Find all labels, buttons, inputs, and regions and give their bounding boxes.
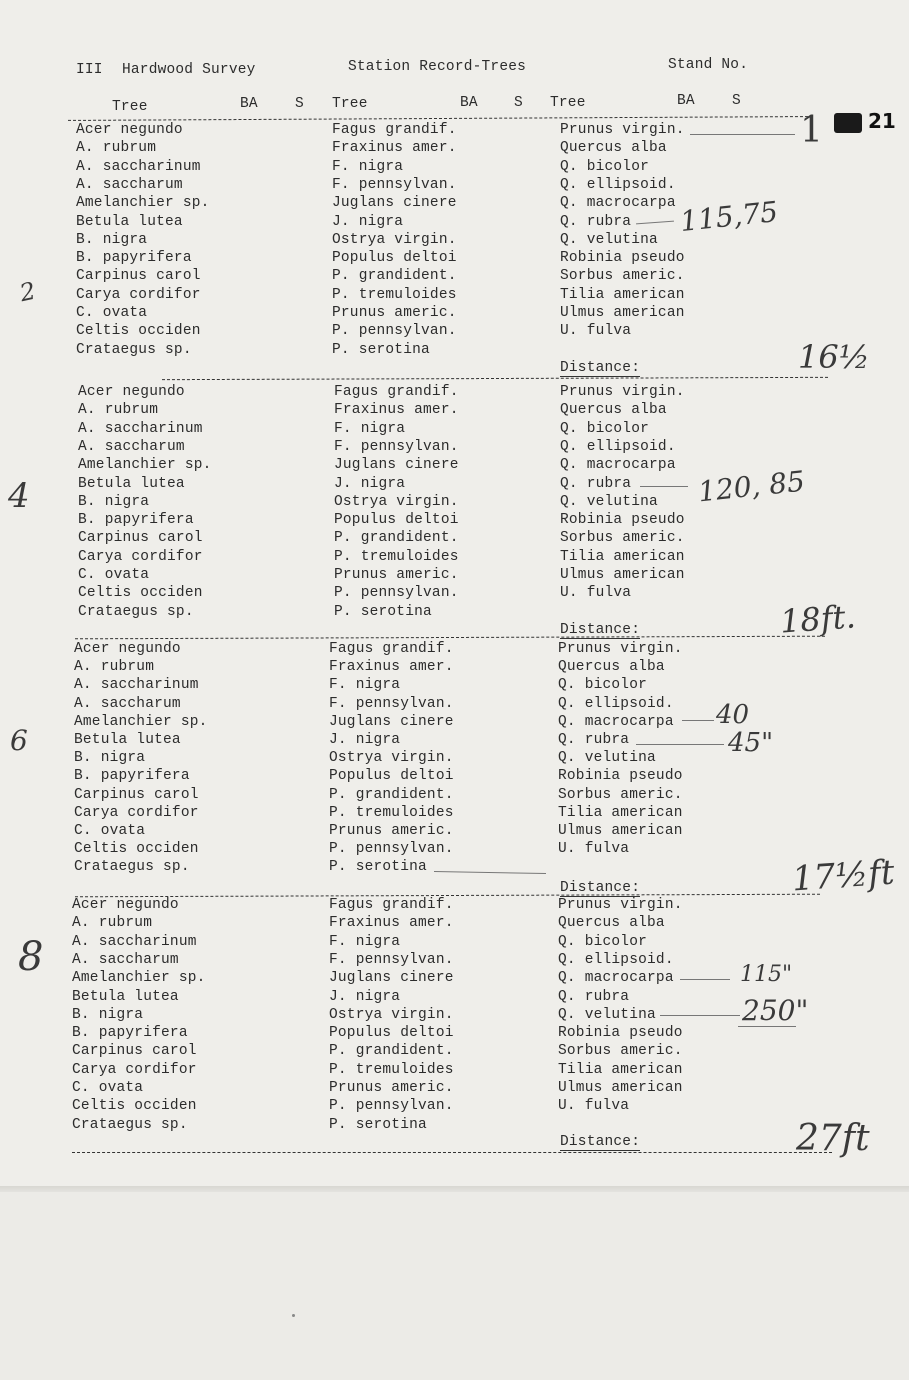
distance-underline [560,1150,640,1151]
species-entry: P. serotina [329,859,427,876]
species-entry: J. nigra [329,732,401,748]
species-entry: B. nigra [74,750,146,767]
species-entry: A. rubrum [74,659,155,676]
species-entry: P. pennsylvan. [329,841,454,858]
species-entry: P. tremuloides [334,548,459,565]
species-entry: Betula lutea [78,475,185,492]
species-entry: Robinia pseudo [560,512,685,529]
species-entry: Crataegus sp. [72,1116,188,1133]
species-entry: Carya cordifor [74,804,199,821]
species-entry: Celtis occiden [72,1098,197,1115]
survey-title: Hardwood Survey [122,62,256,78]
species-entry: Fagus grandif. [329,897,454,913]
species-entry: Crataegus sp. [76,341,192,358]
tally-line-5 [636,744,724,745]
species-entry: Amelanchier sp. [72,970,206,987]
species-entry: Amelanchier sp. [78,457,212,474]
species-entry: Tilia american [560,286,685,303]
species-entry: Celtis occiden [74,841,199,858]
species-entry: P. serotina [334,603,432,620]
species-entry: F. pennsylvan. [329,951,454,968]
species-entry: Populus deltoi [332,250,457,267]
species-entry: P. serotina [329,1116,427,1133]
species-entry: Carpinus carol [78,530,203,547]
species-entry: P. grandident. [329,786,454,803]
species-entry: Prunus americ. [334,567,459,583]
species-entry: F. nigra [329,933,401,950]
species-entry: Sorbus americ. [560,530,685,547]
species-entry: F. nigra [329,677,401,694]
species-entry: Juglans cinere [329,713,454,730]
species-entry: J. nigra [329,988,401,1005]
species-entry: Quercus alba [558,915,665,932]
species-entry: Populus deltoi [329,1025,454,1042]
species-entry: Celtis occiden [76,323,201,340]
section-number: III [76,62,103,78]
species-entry: Acer negundo [72,897,179,913]
species-entry: Q. velutina [558,750,656,767]
distance-note-3: 17½ft [790,852,896,900]
species-entry: P. grandident. [334,530,459,547]
species-entry: C. ovata [76,305,148,321]
margin-note-section-2: 4 [8,476,30,516]
species-entry: Robinia pseudo [558,768,683,785]
species-entry: Robinia pseudo [558,1025,683,1042]
paper-speck [292,1314,295,1317]
species-entry: Q. macrocarpa [560,457,676,474]
species-entry: Quercus alba [560,402,667,419]
distance-underline [560,638,640,639]
species-entry: Q. ellipsoid. [558,951,674,968]
species-entry: Q. macrocarpa [558,970,674,987]
species-entry: Q. velutina [560,493,658,510]
species-entry: Robinia pseudo [560,250,685,267]
col2-ba-header: BA [460,95,478,111]
distance-note-2: 18ft. [778,597,857,641]
species-entry: Q. bicolor [558,677,648,694]
col1-tree-header: Tree [112,99,148,115]
species-entry: Betula lutea [72,988,179,1005]
species-entry: A. rubrum [72,915,153,932]
species-entry: P. pennsylvan. [332,323,457,340]
species-entry: P. pennsylvan. [334,585,459,602]
stand-stamp: 21 [868,109,896,133]
species-entry: P. grandident. [332,268,457,285]
ba-note-3a: 40 [716,700,750,730]
species-entry: Ulmus american [560,567,685,583]
species-entry: Populus deltoi [329,768,454,785]
distance-label: Distance: [560,880,641,896]
species-entry: Acer negundo [74,641,181,657]
species-entry: Amelanchier sp. [76,195,210,212]
species-entry: A. saccharum [74,695,181,712]
species-entry: Q. ellipsoid. [560,438,676,455]
margin-note-section-3: 6 [10,724,28,757]
species-entry: A. saccharinum [72,933,197,950]
species-entry: Q. macrocarpa [560,195,676,212]
species-entry: B. papyrifera [76,250,192,267]
species-entry: P. grandident. [329,1043,454,1060]
distance-label: Distance: [560,1134,641,1150]
species-entry: Ostrya virgin. [329,1006,454,1023]
species-entry: Ulmus american [558,1080,683,1096]
species-entry: Acer negundo [78,384,185,400]
footer-divider [72,1152,832,1153]
species-entry: P. pennsylvan. [329,1098,454,1115]
species-entry: A. saccharinum [78,420,203,437]
species-entry: A. saccharinum [74,677,199,694]
species-entry: Sorbus americ. [558,1043,683,1060]
species-entry: B. papyrifera [72,1025,188,1042]
species-entry: Q. ellipsoid. [558,695,674,712]
ba-note-4b: 250" [742,994,809,1027]
species-entry: Fagus grandif. [329,641,454,657]
species-entry: Prunus virgin. [560,384,685,400]
species-entry: Prunus virgin. [558,641,683,657]
species-entry: C. ovata [78,567,150,583]
species-entry: Crataegus sp. [74,859,190,876]
distance-note-4: 27ft [796,1118,870,1159]
species-entry: C. ovata [72,1080,144,1096]
ba-note-4a: 115" [740,962,793,987]
species-entry: Carya cordifor [72,1061,197,1078]
col3-s-header: S [732,93,741,109]
distance-underline [560,376,640,377]
species-entry: Q. bicolor [558,933,648,950]
species-entry: A. saccharinum [76,158,201,175]
species-entry: Fagus grandif. [334,384,459,400]
species-entry: F. nigra [334,420,406,437]
species-entry: Betula lutea [74,732,181,748]
species-entry: Crataegus sp. [78,603,194,620]
species-entry: Carya cordifor [78,548,203,565]
tally-line-1 [690,134,795,135]
col2-tree-header: Tree [332,96,368,112]
species-entry: Prunus americ. [332,305,457,321]
species-entry: Ostrya virgin. [334,493,459,510]
ba-note-3b: 45" [728,728,774,758]
species-entry: Carya cordifor [76,286,201,303]
tally-line-8 [660,1015,740,1016]
species-entry: P. tremuloides [332,286,457,303]
species-entry: B. papyrifera [74,768,190,785]
species-entry: J. nigra [334,475,406,492]
species-entry: U. fulva [558,1098,630,1115]
species-entry: Acer negundo [76,122,183,138]
species-entry: Tilia american [558,1061,683,1078]
backing-sheet [0,1192,909,1380]
col3-ba-header: BA [677,93,695,109]
species-entry: Ostrya virgin. [332,231,457,248]
species-entry: Q. rubra [558,988,630,1005]
stand-number-label: Stand No. [668,57,749,73]
species-entry: Carpinus carol [72,1043,197,1060]
species-entry: Q. velutina [560,231,658,248]
species-entry: Juglans cinere [329,970,454,987]
species-entry: Prunus virgin. [560,122,685,138]
distance-label: Distance: [560,622,641,638]
tally-line-3 [640,486,688,487]
species-entry: Prunus virgin. [558,897,683,913]
species-entry: J. nigra [332,213,404,230]
species-entry: B. papyrifera [78,512,194,529]
ba-note-1b: 115,75 [678,194,780,239]
species-entry: B. nigra [72,1006,144,1023]
species-entry: Carpinus carol [74,786,199,803]
species-entry: B. nigra [78,493,150,510]
species-entry: Fagus grandif. [332,122,457,138]
species-entry: Prunus americ. [329,823,454,839]
species-entry: F. pennsylvan. [329,695,454,712]
species-entry: Ostrya virgin. [329,750,454,767]
species-entry: Ulmus american [560,305,685,321]
col3-tree-header: Tree [550,95,586,111]
margin-note-section-4: 8 [18,934,44,980]
species-entry: F. pennsylvan. [334,438,459,455]
species-entry: U. fulva [560,585,632,602]
distance-note-1: 16½ [798,338,870,376]
species-entry: P. tremuloides [329,1061,454,1078]
species-entry: Amelanchier sp. [74,713,208,730]
ba-note-2: 120, 85 [696,464,807,509]
species-entry: P. tremuloides [329,804,454,821]
species-entry: U. fulva [560,323,632,340]
species-entry: Sorbus americ. [560,268,685,285]
col1-ba-header: BA [240,96,258,112]
species-entry: Tilia american [560,548,685,565]
species-entry: Q. rubra [560,213,632,230]
species-entry: Q. macrocarpa [558,713,674,730]
col1-s-header: S [295,96,304,112]
margin-note-section-1: 2 [17,276,39,308]
species-entry: C. ovata [74,823,146,839]
species-entry: Quercus alba [558,659,665,676]
species-entry: B. nigra [76,231,148,248]
species-entry: Q. bicolor [560,158,650,175]
species-entry: P. serotina [332,341,430,358]
species-entry: F. pennsylvan. [332,176,457,193]
tally-line-7 [680,979,730,980]
species-entry: Sorbus americ. [558,786,683,803]
tally-line-9 [738,1026,796,1027]
species-entry: Juglans cinere [332,195,457,212]
species-entry: Fraxinus amer. [332,140,457,157]
species-entry: Q. ellipsoid. [560,176,676,193]
species-entry: A. rubrum [76,140,157,157]
species-entry: A. rubrum [78,402,159,419]
species-entry: Q. velutina [558,1006,656,1023]
species-entry: Ulmus american [558,823,683,839]
species-entry: Quercus alba [560,140,667,157]
stamp-ink-blot [834,113,862,133]
species-entry: Populus deltoi [334,512,459,529]
species-entry: A. saccharum [76,176,183,193]
species-entry: Tilia american [558,804,683,821]
species-entry: Fraxinus amer. [334,402,459,419]
species-entry: Fraxinus amer. [329,915,454,932]
col2-s-header: S [514,95,523,111]
ba-note-1a: 1 [800,110,823,151]
species-entry: Q. bicolor [560,420,650,437]
species-entry: Celtis occiden [78,585,203,602]
species-entry: Q. rubra [558,732,630,748]
record-title: Station Record-Trees [348,59,527,75]
species-entry: Betula lutea [76,213,183,230]
distance-label: Distance: [560,360,641,376]
tally-line-4 [682,720,714,721]
species-entry: U. fulva [558,841,630,858]
species-entry: Fraxinus amer. [329,659,454,676]
species-entry: F. nigra [332,158,404,175]
species-entry: A. saccharum [78,438,185,455]
species-entry: A. saccharum [72,951,179,968]
species-entry: Carpinus carol [76,268,201,285]
species-entry: Q. rubra [560,475,632,492]
species-entry: Juglans cinere [334,457,459,474]
species-entry: Prunus americ. [329,1080,454,1096]
